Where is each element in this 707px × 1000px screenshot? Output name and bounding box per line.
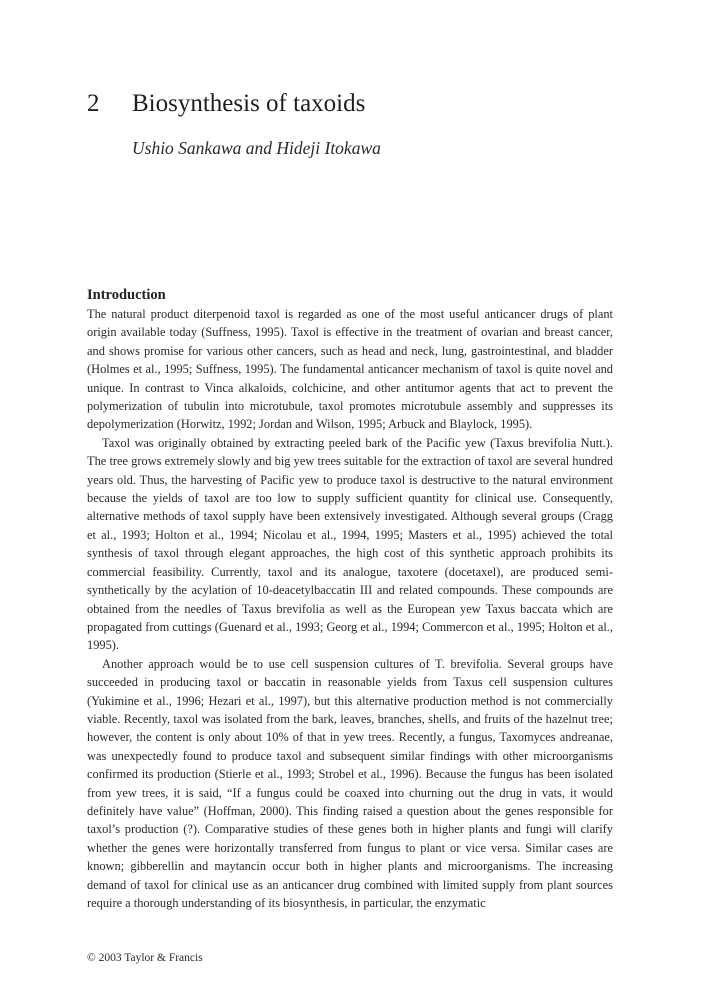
chapter-number: 2	[87, 90, 100, 117]
chapter-title: Biosynthesis of taxoids	[132, 90, 366, 117]
body-text	[87, 305, 613, 912]
paragraph-3: Another approach would be to use cell suspension cultures of T. brevifolia. Several groups have succeeded in producing taxol or baccatin in reasonable yields from Taxus cell suspension cultures (Yukimine et al., 1996; Hezari et al., 1997), but this alternative production method is not commercially viable. Recently, taxol was isolated from the bark, leaves, branches, shells, and fruits of the hazelnut tree; however, the content is only about 10% of that in yew trees. Recently, a fungus, Taxomyces andreanae, was unexpectedly found to produce taxol and subsequent similar findings with other microorganisms confirmed its production (Stierle et al., 1993; Strobel et al., 1996). Because the fungus has been isolated from yew trees, it is said, “If a fungus could be coaxed into churning out the drug in vats, it would definitely have value” (Hoffman, 2000). This finding raised a question about the genes responsible for taxol’s production (?). Comparative studies of these genes both in higher plants and fungi will clarify whether the genes were horizontally transferred from fungus to plant or vice versa. Similar cases are known; gibberellin and maytancin occur both in higher plants and microorganisms. The increasing demand of taxol for clinical use as an anticancer drug combined with limited supply from plant sources require a thorough understanding of its biosynthesis, in particular, the enzymatic	[87, 656, 613, 910]
paragraph-2: Taxol was originally obtained by extracting peeled bark of the Pacific yew (Taxus brevifolia Nutt.). The tree grows extremely slowly and big yew trees suitable for the extraction of taxol are several hundred years old. Thus, the harvesting of Pacific yew to produce taxol is destructive to the natural environment because the yields of taxol are too low to supply sufficient quantity for clinical use. Consequently, alternative methods of taxol supply have been extensively investigated. Although several groups (Cragg et al., 1993; Holton et al., 1994; Nicolau et al., 1994, 1995; Masters et al., 1995) achieved the total synthesis of taxol through elegant approaches, the high cost of this synthetic approach prohibits its commercial feasibility. Currently, taxol and its analogue, taxotere (docetaxel), are produced semi-synthetically by the acylation of 10-deacetylbaccatin III and related compounds. These compounds are obtained from the needles of Taxus brevifolia as well as the European yew Taxus baccata which are propagated from cuttings (Guenard et al., 1993; Georg et al., 1994; Commercon et al., 1995; Holton et al., 1995).	[87, 435, 613, 653]
chapter-heading	[87, 88, 365, 120]
chapter-authors: Ushio Sankawa and Hideji Itokawa	[132, 138, 381, 158]
section-heading-introduction: Introduction	[87, 287, 166, 303]
copyright-footer: © 2003 Taylor & Francis	[87, 952, 203, 964]
paragraph-1: The natural product diterpenoid taxol is regarded as one of the most useful anticancer drugs of plant origin available today (Suffness, 1995). Taxol is effective in the treatment of ovarian and breast cancer, and shows promise for various other cancers, such as head and neck, lung, gastrointestinal, and bladder (Holmes et al., 1995; Suffness, 1995). The fundamental anticancer mechanism of taxol is quite novel and unique. In contrast to Vinca alkaloids, colchicine, and other antitumor agents that act to prevent the polymerization of tubulin into microtubule, taxol promotes microtubule assembly and suppresses its depolymerization (Horwitz, 1992; Jordan and Wilson, 1995; Arbuck and Blaylock, 1995).	[87, 307, 613, 432]
